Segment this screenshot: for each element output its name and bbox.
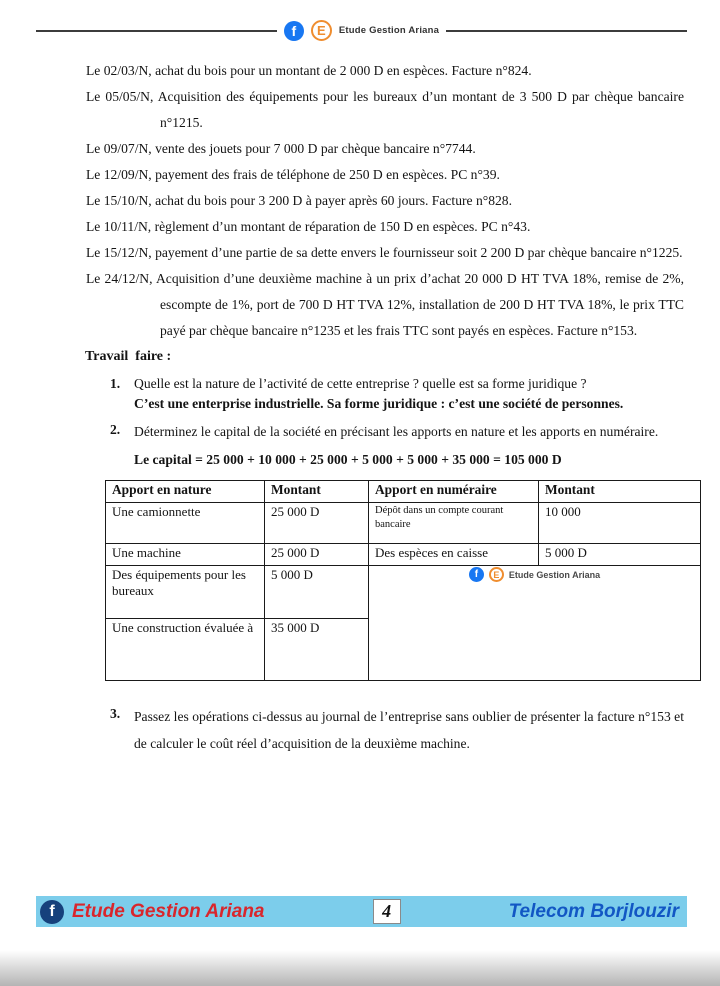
table-cell: Des équipements pour les bureaux <box>106 566 265 619</box>
table-cell: 5 000 D <box>539 544 701 566</box>
footer-right-text: Telecom Borjlouzir <box>508 900 679 922</box>
table-cell: 25 000 D <box>265 503 369 544</box>
table-row <box>106 566 701 619</box>
journal-entry-3: Le 09/07/N, vente des jouets pour 7 000 D par chèque bancaire n°7744. <box>86 141 476 156</box>
watermark-text: Etude Gestion Ariana <box>508 569 601 580</box>
item-body <box>134 419 684 470</box>
footer-bar <box>36 896 687 927</box>
column-header: Montant <box>265 481 369 503</box>
column-header: Montant <box>539 481 701 503</box>
table-row <box>106 544 701 566</box>
facebook-icon: f <box>40 900 64 924</box>
item-question: Déterminez le capital de la société en précisant les apports en nature et les apports en numéraire. <box>134 424 659 439</box>
table-cell: 5 000 D <box>265 566 369 619</box>
footer-left <box>40 900 265 924</box>
watermark <box>375 567 694 582</box>
column-header: Apport en nature <box>106 481 265 503</box>
journal-entry-7: Le 15/12/N, payement d’une partie de sa dette envers le fournisseur soit 2 200 D par chèque bancaire n°1225. <box>86 245 683 260</box>
work-item-3 <box>86 703 684 757</box>
table-cell: Dépôt dans un compte courant bancaire <box>369 503 539 544</box>
item-number: 3. <box>110 706 121 721</box>
footer-brand: Etude Gestion Ariana <box>72 900 265 922</box>
table-header-row <box>106 481 701 503</box>
journal-entry-6: Le 10/11/N, règlement d’un montant de réparation de 150 D en espèces. PC n°43. <box>86 219 531 234</box>
journal-entry-1: Le 02/03/N, achat du bois pour un montant de 2 000 D en espèces. Facture n°824. <box>86 63 532 78</box>
page-number: 4 <box>382 901 392 921</box>
item-question: Passez les opérations ci-dessus au journal de l’entreprise sans oublier de présenter la facture n°153 et de calculer le coût réel d’acquisition de la deuxième machine. <box>134 709 684 751</box>
table-row <box>106 503 701 544</box>
item-question: Quelle est la nature de l’activité de cette entreprise ? quelle est sa forme juridique ? <box>134 376 587 391</box>
table-empty-region <box>369 566 701 681</box>
column-header: Apport en numéraire <box>369 481 539 503</box>
table-cell: 35 000 D <box>265 619 369 681</box>
header-rule-right <box>446 30 687 32</box>
capital-formula: Le capital = 25 000 + 10 000 + 25 000 + 5 000 + 5 000 + 35 000 = 105 000 D <box>134 452 562 467</box>
e-badge-icon: E <box>489 567 504 582</box>
capital-table <box>105 480 701 681</box>
table-cell: Une construction évaluée à <box>106 619 265 681</box>
e-badge-icon: E <box>311 20 332 41</box>
table-cell: Des espèces en caisse <box>369 544 539 566</box>
table-cell: Une camionnette <box>106 503 265 544</box>
journal-entry-4: Le 12/09/N, payement des frais de téléphone de 250 D en espèces. PC n°39. <box>86 167 500 182</box>
work-item-1 <box>86 373 684 413</box>
work-item-2 <box>86 419 684 470</box>
table-cell: 25 000 D <box>265 544 369 566</box>
journal-entry-5: Le 15/10/N, achat du bois pour 3 200 D à payer après 60 jours. Facture n°828. <box>86 193 512 208</box>
header-rule-left <box>36 30 277 32</box>
item-number: 1. <box>110 376 121 391</box>
work-title: Travail faire : <box>85 349 172 364</box>
page-number-box <box>373 899 401 924</box>
brand-name: Etude Gestion Ariana <box>338 25 440 36</box>
item-number: 2. <box>110 422 121 437</box>
facebook-icon: f <box>469 567 484 582</box>
item-answer: C’est une enterprise industrielle. Sa forme juridique : c’est une société de personnes. <box>134 396 624 411</box>
document-body <box>86 58 684 757</box>
table-cell: 10 000 <box>539 503 701 544</box>
journal-entry-2: Le 05/05/N, Acquisition des équipements pour les bureaux d’un montant de 3 500 D par chèque bancaire n°1215. <box>86 89 684 130</box>
item-body <box>134 703 684 757</box>
journal-entry-8: Le 24/12/N, Acquisition d’une deuxième machine à un prix d’achat 20 000 D HT TVA 18%, remise de 2%, escompte de 1%, port de 700 D HT TVA 12%, installation de 200 D HT TVA 18%, le prix TTC payé par chèque bancaire n°1235 et les frais TTC sont payés en espèces. Facture n°153. <box>86 271 684 338</box>
facebook-icon: f <box>284 21 304 41</box>
page-bottom-shadow <box>0 950 720 986</box>
page-header <box>36 20 687 41</box>
item-body <box>134 373 684 413</box>
table-cell: Une machine <box>106 544 265 566</box>
